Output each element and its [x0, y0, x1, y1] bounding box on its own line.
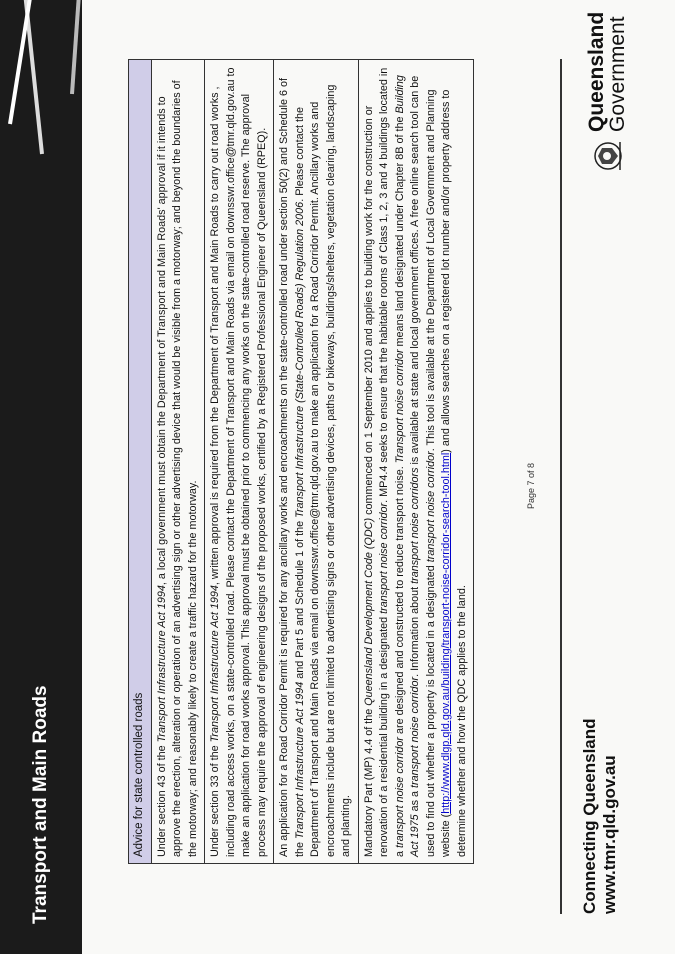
italic-text: transport noise corridor [409, 676, 421, 788]
cell-text: means land designated under Chapter 8B of the [393, 113, 406, 350]
italic-text: Transport noise corridor [393, 349, 406, 464]
cell-text: . MP4.4 seeks to ensure that the habitable rooms of Class 1, 2, 3 and 4 buildings located in a [378, 67, 406, 857]
page-number: Page 7 of 8 [526, 462, 536, 509]
cell-text: , a local government must obtain the Department of Transport and Main Roads' approval if it intends to approve the erection, alteration or operation of an advertising sign or other advertising device that would be visible from a motorway; and beyond the boundaries of the motorway; and reasonably likely to create a traffic hazard for the motorway. [155, 80, 199, 857]
cell-text: are designed and constructed to reduce transport noise. [393, 463, 406, 737]
cell-text: An application for a Road Corridor Permit is required for any ancillary works and encroachments on the state-controlled road under section 50(2) and Schedule 6 of the [278, 78, 306, 857]
italic-text: transport noise corridors [409, 467, 421, 584]
cell-text: . Please contact the Department of Transport and Main Roads via email on downsswr.office@tmr.qld.gov.au to make an application for a Road Corridor Permit. Ancillary works and encroachments include but are not limited to advertising signs or other advertising devices, paths or bikeways, buildings/shelters, vegetation clearing, landscaping and planting. [293, 84, 352, 857]
cell-text: is available at state and local government offices. A free online search tool can be used to find out whether a property is located in a designated [409, 75, 437, 857]
table-row [274, 60, 359, 864]
cell-text: Mandatory Part (MP) 4.4 of the [362, 705, 375, 857]
header-banner [0, 0, 82, 954]
advice-cell [151, 60, 205, 864]
brand-url: www.tmr.qld.gov.au [600, 755, 619, 914]
cell-text: Under section 43 of the [155, 742, 168, 857]
advice-cell [274, 60, 359, 864]
italic-text: Transport Infrastructure (State-Controlled Roads) Regulation 2006 [293, 201, 306, 518]
cell-text: , written approval is required from the Department of Transport and Main Roads to carry out road works , including road access works, on a state-controlled road. Please contact the Department of Transport and Main Roads via email on downsswr.office@tmr.qld.gov.au to make an application for road works approval. This approval must be obtained prior to commencing any works on the state-controlled road reserve. The approval process may require the approval of engineering designs of the proposed works, certified by a Registered Professional Engineer of Queensland (RPEQ). [209, 67, 268, 857]
advice-cell [205, 60, 274, 864]
table-header-row [129, 60, 152, 864]
italic-text: transport noise corridor [393, 736, 406, 848]
decorative-stripe [22, 0, 44, 154]
advice-table [128, 59, 474, 864]
government-name: Queensland [585, 11, 608, 132]
cell-text: ) and allows searches on a registered lot number and/or property address to determine whether and how the QDC applies to the land. [440, 89, 468, 857]
footer-divider [560, 59, 562, 914]
table-row [358, 60, 474, 864]
decorative-stripe [70, 0, 82, 94]
italic-text: Transport Infrastructure Act 1994 [293, 681, 306, 839]
page-footer [526, 0, 675, 954]
brand-name: Connecting Queensland [580, 718, 599, 914]
government-subtitle: Government [606, 16, 629, 132]
header-title: Transport and Main Roads [30, 685, 51, 924]
cell-text: . This tool is available at the Department of Local Government and Planning website ( [424, 89, 452, 857]
italic-text: Transport Infrastructure Act 1994 [209, 585, 221, 743]
cell-text: . Information about [409, 583, 421, 677]
table-heading: Advice for state controlled roads [129, 60, 152, 864]
italic-text: Transport Infrastructure Act 1994 [155, 585, 168, 743]
cell-text: commenced on 1 September 2010 and applies to building work for the construction or renovation of a residential building in a designated [362, 105, 390, 857]
queensland-crest-icon [590, 138, 626, 174]
table-row [151, 60, 205, 864]
cell-text: and Part 5 and Schedule 1 of the [293, 517, 306, 682]
table-row [205, 60, 274, 864]
italic-text: transport noise corridor [424, 451, 437, 563]
italic-text: Building Act 1975 [393, 75, 421, 857]
website-link[interactable]: http://www.dlgp.qld.gov.au/building/transport-noise-corridor-search-tool.html [440, 452, 452, 814]
advice-cell [358, 60, 474, 864]
cell-text: Under section 33 of the [209, 742, 221, 857]
italic-text: transport noise corridor [378, 502, 390, 614]
cell-text: as a [409, 787, 421, 815]
italic-text: Queensland Development Code (QDC) [362, 517, 375, 706]
